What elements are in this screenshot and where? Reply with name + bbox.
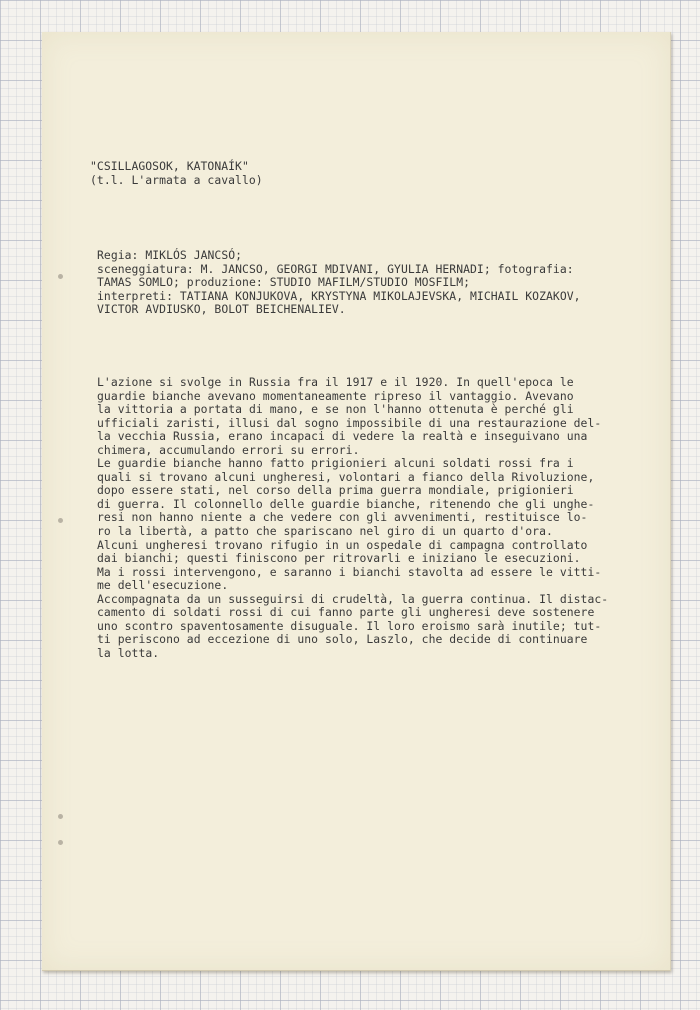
synopsis-line: la vecchia Russia, erano incapaci di vedere la realtà e inseguivano una: [97, 429, 588, 444]
synopsis-line: la lotta.: [97, 645, 160, 660]
synopsis-line: resi non hanno niente a che vedere con gli avvenimenti, restituisce lo-: [97, 510, 588, 525]
synopsis-line: me dell'esecuzione.: [97, 578, 229, 593]
credits: [97, 249, 581, 317]
synopsis-line: Accompagnata da un susseguirsi di crudeltà, la guerra continua. Il distac-: [97, 591, 609, 606]
synopsis: [97, 376, 608, 660]
punch-hole: [58, 518, 63, 523]
synopsis-line: Alcuni ungheresi trovano rifugio in un ospedale di campagna controllato: [97, 537, 588, 552]
synopsis-line: guardie bianche avevano momentaneamente ripreso il vantaggio. Avevano: [97, 388, 574, 403]
synopsis-line: Le guardie bianche hanno fatto prigionieri alcuni soldati rossi fra i: [97, 456, 574, 471]
synopsis-line: camento di soldati rossi di cui fanno parte gli ungheresi deve sostenere: [97, 605, 595, 620]
synopsis-line: dai bianchi; questi finiscono per ritrovarli e iniziano le esecuzioni.: [97, 551, 581, 566]
synopsis-line: ti periscono ad eccezione di uno solo, Laszlo, che decide di continuare: [97, 632, 588, 647]
synopsis-line: L'azione si svolge in Russia fra il 1917 e il 1920. In quell'epoca le: [97, 375, 574, 389]
typewritten-page: [42, 32, 671, 971]
synopsis-line: dopo essere stati, nel corso della prima guerra mondiale, prigionieri: [97, 483, 574, 498]
synopsis-line: Ma i rossi intervengono, e saranno i bianchi stavolta ad essere le vitti-: [97, 564, 602, 579]
synopsis-line: uno scontro spaventosamente disuguale. Il loro eroismo sarà inutile; tut-: [97, 618, 602, 633]
film-title: [90, 160, 263, 187]
punch-hole: [58, 274, 63, 279]
credits-line: interpreti: TATIANA KONJUKOVA, KRYSTYNA MIKOLAJEVSKA, MICHAIL KOZAKOV,: [97, 288, 581, 303]
credits-line: TAMAS SOMLO; produzione: STUDIO MAFILM/STUDIO MOSFILM;: [97, 275, 471, 290]
credits-line: sceneggiatura: M. JANCSO, GEORGI MDIVANI, GYULIA HERNADI; fotografia:: [97, 261, 574, 276]
synopsis-line: ufficiali zaristi, illusi dal sogno impossibile di una restaurazione del-: [97, 415, 602, 430]
synopsis-line: la vittoria a portata di mano, e se non l'hanno ottenuta è perché gli: [97, 402, 574, 417]
synopsis-line: di guerra. Il colonnello delle guardie bianche, ritenendo che gli unghe-: [97, 496, 595, 511]
synopsis-line: chimera, accumulando errori su errori.: [97, 442, 360, 457]
credits-line: VICTOR AVDIUSKO, BOLOT BEICHENALIEV.: [97, 302, 346, 317]
title-line: "CSILLAGOSOK, KATONAÍK": [90, 159, 249, 173]
title-line: (t.l. L'armata a cavallo): [90, 172, 263, 187]
synopsis-line: ro la libertà, a patto che spariscano nel giro di un quarto d'ora.: [97, 524, 553, 539]
credits-line: Regia: MIKLÓS JANCSÓ;: [97, 248, 243, 262]
punch-hole: [58, 814, 63, 819]
punch-hole: [58, 840, 63, 845]
synopsis-line: quali si trovano alcuni ungheresi, volontari a fianco della Rivoluzione,: [97, 469, 595, 484]
